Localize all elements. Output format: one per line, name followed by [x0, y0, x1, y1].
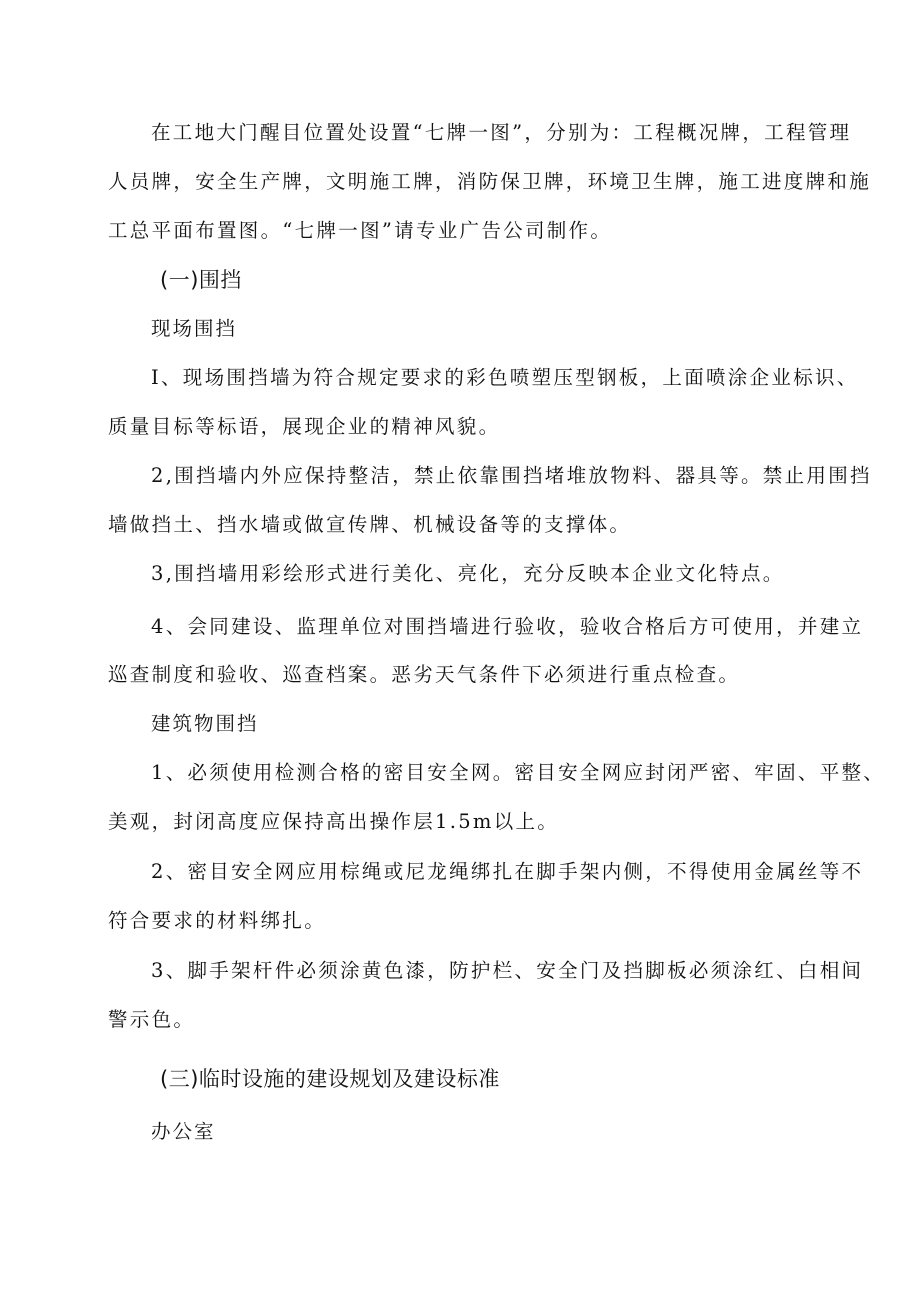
site-fence-item-4-line-2: 巡查制度和验收、巡查档案。恶劣天气条件下必须进行重点检查。 — [108, 663, 741, 686]
building-fence-item-2-line-2: 符合要求的材料绑扎。 — [108, 909, 327, 932]
site-fence-item-2-line-2: 墙做挡土、挡水墙或做宣传牌、机械设备等的支撑体。 — [108, 513, 632, 536]
intro-line-1: 在工地大门醒目位置处设置“七牌一图”，分别为：工程概况牌，工程管理 — [151, 121, 852, 144]
intro-line-3: 工总平面布置图。“七牌一图”请专业广告公司制作。 — [108, 219, 613, 242]
building-fence-item-3-line-2: 警示色。 — [108, 1008, 196, 1031]
site-fence-item-2-line-1: 2,围挡墙内外应保持整洁，禁止依靠围挡堵堆放物料、器具等。禁止用围挡 — [151, 464, 872, 487]
site-fence-item-3-line-1: 3,围挡墙用彩绘形式进行美化、亮化，充分反映本企业文化特点。 — [151, 562, 785, 585]
site-fence-item-1-line-1: I、现场围挡墙为符合规定要求的彩色喷塑压型钢板，上面喷涂企业标识、 — [151, 366, 859, 389]
building-fence-item-2-line-1: 2、密目安全网应用棕绳或尼龙绳绑扎在脚手架内侧，不得使用金属丝等不 — [151, 860, 864, 883]
site-fence-item-1-line-2: 质量目标等标语，展现企业的精神风貌。 — [108, 415, 501, 438]
building-fence-item-1-line-1: 1、必须使用检测合格的密目安全网。密目安全网应封闭严密、牢固、平整、 — [151, 761, 886, 784]
subheading-office: 办公室 — [151, 1120, 216, 1143]
section-heading-temporary-facilities: (三)临时设施的建设规划及建设标准 — [160, 1067, 500, 1091]
site-fence-item-4-line-1: 4、会同建设、监理单位对围挡墙进行验收，验收合格后方可使用，并建立 — [151, 615, 864, 638]
subheading-building-fence: 建筑物围挡 — [151, 712, 259, 735]
intro-line-2: 人员牌，安全生产牌，文明施工牌，消防保卫牌，环境卫生牌，施工进度牌和施 — [108, 170, 872, 193]
building-fence-item-1-line-2: 美观，封闭高度应保持高出操作层1.5m以上。 — [108, 810, 560, 833]
building-fence-item-3-line-1: 3、脚手架杆件必须涂黄色漆，防护栏、安全门及挡脚板必须涂红、白相间 — [151, 959, 864, 982]
section-heading-fence: (一)围挡 — [160, 268, 242, 292]
subheading-site-fence: 现场围挡 — [151, 317, 238, 340]
